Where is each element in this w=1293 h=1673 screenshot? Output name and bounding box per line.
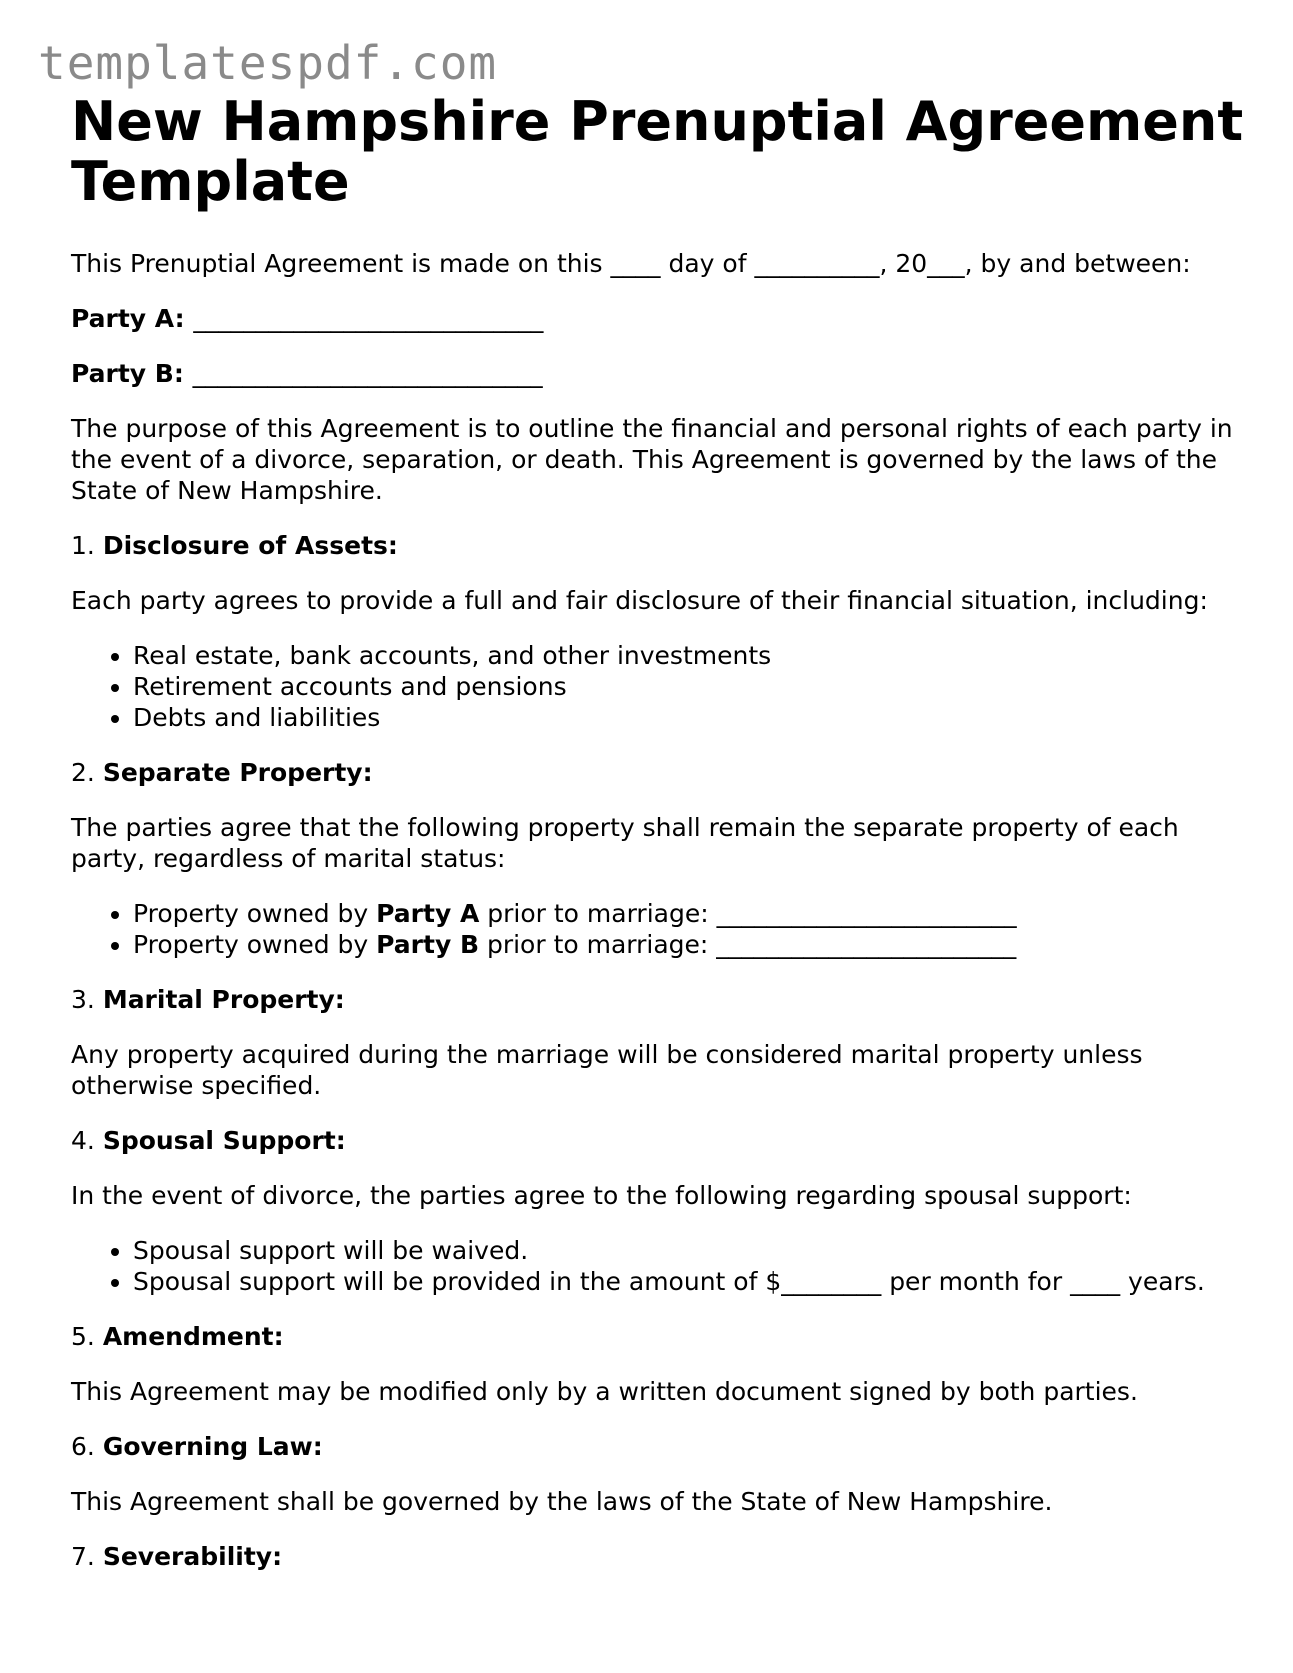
section-1-heading	[71, 530, 1251, 561]
item-suffix: prior to marriage: ________________________	[487, 899, 1017, 928]
section-5-title: Amendment:	[102, 1322, 284, 1351]
section-6-number: 6.	[71, 1432, 95, 1461]
section-1-number: 1.	[71, 531, 95, 560]
intro-paragraph: This Prenuptial Agreement is made on this ____ day of __________, 20___, by and between:	[71, 249, 1191, 278]
party-b-blank: ____________________________	[192, 359, 543, 388]
section-2-number: 2.	[71, 758, 95, 787]
section-7-heading	[71, 1541, 1251, 1572]
section-2-list	[71, 898, 1251, 960]
item-suffix: prior to marriage: ________________________	[486, 930, 1017, 959]
section-1-text: Each party agrees to provide a full and fair disclosure of their financial situation, including:	[71, 586, 1208, 615]
party-a-blank: ____________________________	[193, 304, 544, 333]
section-3-title: Marital Property:	[102, 985, 345, 1014]
section-6-text: This Agreement shall be governed by the laws of the State of New Hampshire.	[71, 1487, 1053, 1516]
party-b-line	[71, 358, 1251, 389]
section-7-number: 7.	[71, 1542, 95, 1571]
list-item	[133, 929, 1251, 960]
section-2-title: Separate Property:	[102, 758, 373, 787]
document-body	[71, 92, 1251, 1572]
section-3-heading	[71, 984, 1251, 1015]
list-item	[133, 898, 1251, 929]
section-4-title: Spousal Support:	[102, 1126, 346, 1155]
section-4-heading	[71, 1125, 1251, 1156]
document-title: New Hampshire Prenuptial Agreement Template	[71, 90, 1244, 213]
list-item: • Retirement accounts and pensions	[133, 671, 1251, 702]
list-item: • Spousal support will be waived.	[133, 1235, 1251, 1266]
party-b-ref: Party B	[376, 930, 479, 959]
section-6-title: Governing Law:	[102, 1432, 323, 1461]
section-1-title: Disclosure of Assets:	[102, 531, 398, 560]
section-7-title: Severability:	[102, 1542, 283, 1571]
section-4-text: In the event of divorce, the parties agree to the following regarding spousal support:	[71, 1181, 1132, 1210]
section-5-number: 5.	[71, 1322, 95, 1351]
list-item: • Debts and liabilities	[133, 702, 1251, 733]
section-3-text: Any property acquired during the marriage will be considered marital property unless otherwise specified.	[71, 1040, 1143, 1100]
party-a-line	[71, 303, 1251, 334]
section-4-number: 4.	[71, 1126, 95, 1155]
section-5-heading	[71, 1321, 1251, 1352]
section-2-text: The parties agree that the following property shall remain the separate property of each party, regardless of marital status:	[71, 813, 1179, 873]
list-item: • Real estate, bank accounts, and other investments	[133, 640, 1251, 671]
section-1-list	[71, 640, 1251, 733]
section-4-list	[71, 1235, 1251, 1297]
party-a-label: Party A:	[71, 304, 185, 333]
item-prefix: Property owned by	[133, 930, 369, 959]
watermark: templatespdf.com	[38, 36, 498, 90]
party-b-label: Party B:	[71, 359, 184, 388]
purpose-paragraph: The purpose of this Agreement is to outline the financial and personal rights of each party in the event of a divorce, separation, or death. This Agreement is governed by the laws of the State of New Hampshire.	[71, 414, 1233, 505]
section-5-text: This Agreement may be modified only by a written document signed by both parties.	[71, 1377, 1138, 1406]
section-6-heading	[71, 1431, 1251, 1462]
item-prefix: Property owned by	[133, 899, 369, 928]
party-a-ref: Party A	[376, 899, 480, 928]
section-3-number: 3.	[71, 985, 95, 1014]
section-2-heading	[71, 757, 1251, 788]
list-item: • Spousal support will be provided in the amount of $________ per month for ____ years.	[133, 1266, 1251, 1297]
